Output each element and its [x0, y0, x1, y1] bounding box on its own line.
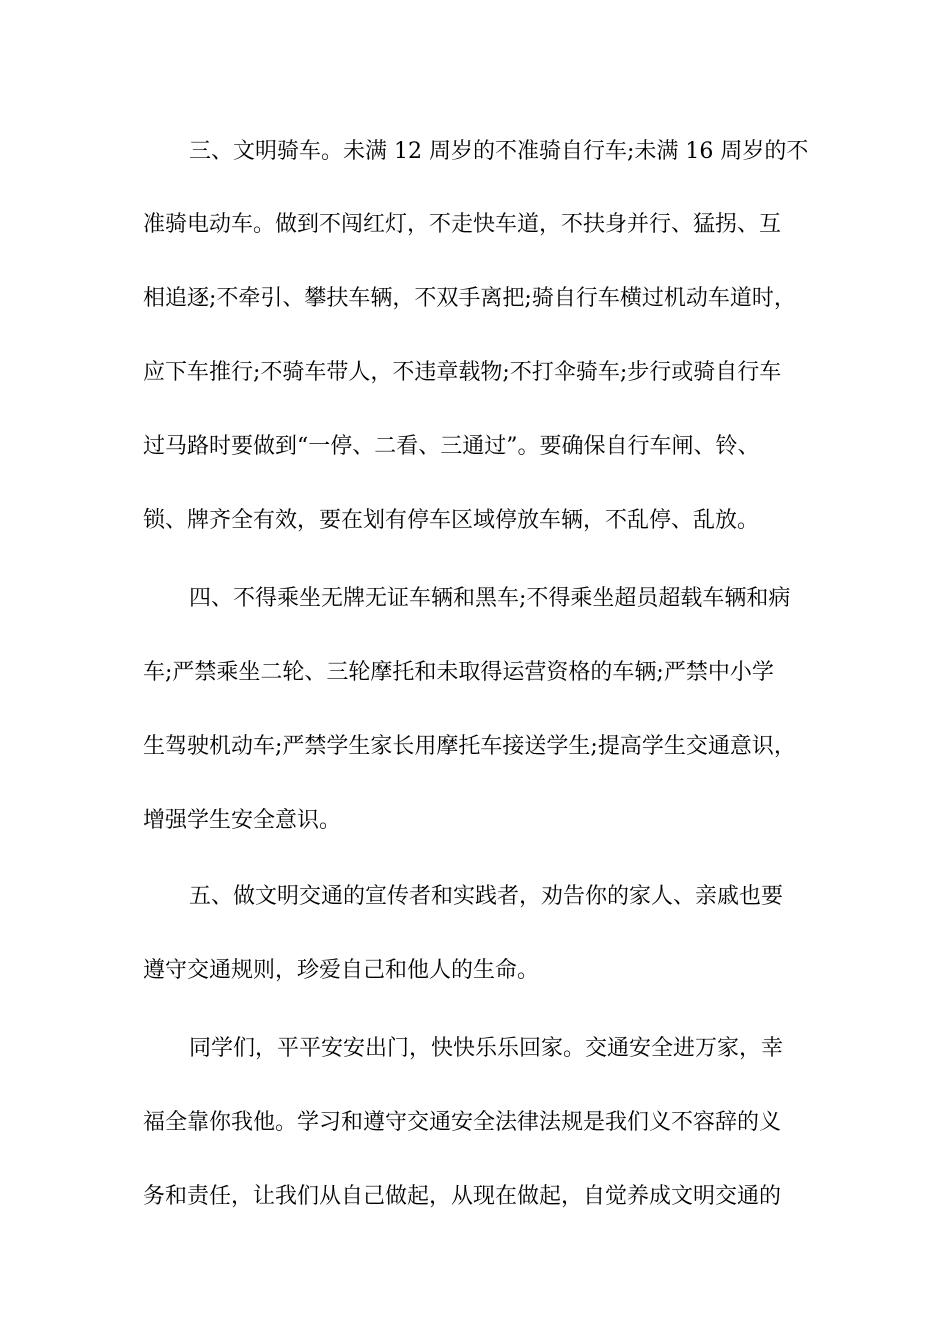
paragraph-3-line-1: 三、文明骑车。未满 12 周岁的不准骑自行车;未满 16 周岁的不 [189, 139, 809, 164]
paragraph-3-line-4: 应下车推行;不骑车带人，不违章载物;不打伞骑车;步行或骑自行车 [143, 360, 782, 385]
paragraph-4-line-1: 四、不得乘坐无牌无证车辆和黑车;不得乘坐超员超载车辆和病 [189, 586, 791, 611]
closing-paragraph-line-3: 务和责任，让我们从自己做起，从现在做起，自觉养成文明交通的 [143, 1184, 782, 1209]
paragraph-4-line-4: 增强学生安全意识。 [143, 808, 342, 833]
closing-paragraph-line-1: 同学们，平平安安出门，快快乐乐回家。交通安全进万家，幸 [189, 1036, 784, 1061]
paragraph-3-line-6: 锁、牌齐全有效，要在划有停车区域停放车辆，不乱停、乱放。 [143, 508, 760, 533]
paragraph-5-line-2: 遵守交通规则，珍爱自己和他人的生命。 [143, 958, 540, 983]
paragraph-3-line-3: 相追逐;不牵引、攀扶车辆，不双手离把;骑自行车横过机动车道时， [143, 286, 796, 311]
closing-paragraph-line-2: 福全靠你我他。学习和遵守交通安全法律法规是我们义不容辞的义 [143, 1110, 782, 1135]
paragraph-3-line-2: 准骑电动车。做到不闯红灯，不走快车道，不扶身并行、猛拐、互 [143, 212, 782, 237]
paragraph-4-line-2: 车;严禁乘坐二轮、三轮摩托和未取得运营资格的车辆;严禁中小学 [143, 660, 774, 685]
paragraph-5-line-1: 五、做文明交通的宣传者和实践者，劝告你的家人、亲戚也要 [189, 884, 784, 909]
paragraph-3-line-5: 过马路时要做到“一停、二看、三通过”。要确保自行车闸、铃、 [143, 434, 760, 459]
paragraph-4-line-3: 生驾驶机动车;严禁学生家长用摩托车接送学生;提高学生交通意识， [143, 734, 796, 759]
